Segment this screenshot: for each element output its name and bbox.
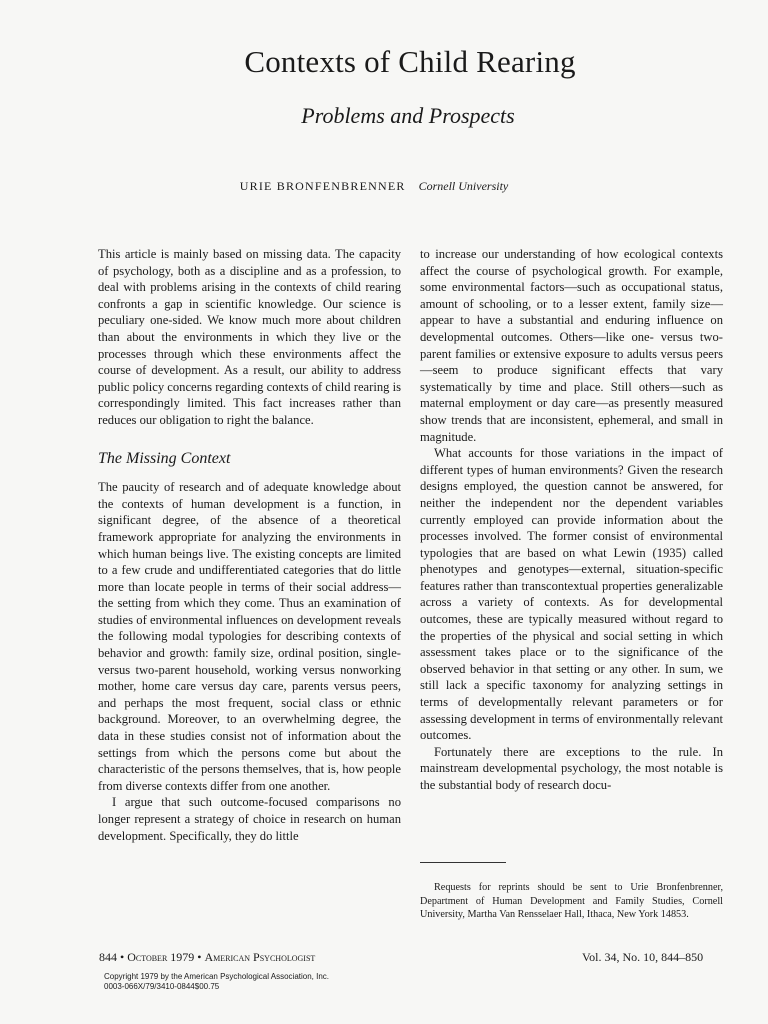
issue-date: October 1979 xyxy=(127,950,195,964)
footer-separator: • xyxy=(120,950,125,964)
running-footer xyxy=(99,950,315,965)
volume-info: Vol. 34, No. 10, 844–850 xyxy=(582,950,704,964)
footnote-text: Requests for reprints should be sent to Urie Bronfenbrenner, Department of Human Development and Family Studies, Cornell University, Martha Van Rensselaer Hall, Ithaca, New York 14853. xyxy=(420,882,723,921)
copyright-notice xyxy=(104,972,329,991)
byline xyxy=(0,179,748,194)
body-paragraph: What accounts for those variations in the impact of different types of human environments? Given the research designs employed, the question cannot be answered, for neither the independent nor the dependent variables currently employed can provide information about the processes involved. The former consist of environmental typologies that are based on what Lewin (1935) called phenotypes and genotypes—external, situation-specific features rather than transcontextual properties generalizable across a variety of contexts. As for developmental outcomes, these are typically measured without regard to the properties of the physical and social setting in which assessment takes place or to the significance of the observed behavior in that setting or any other. In sum, we still lack a specific taxonomy for analyzing settings in terms of developmentally relevant parameters or for assessing development in terms of environmentally relevant outcomes. xyxy=(420,446,723,743)
article-subtitle: Problems and Prospects xyxy=(301,103,515,128)
author-name: URIE BRONFENBRENNER xyxy=(239,179,406,193)
body-paragraph: I argue that such outcome-focused comparisons no longer represent a strategy of choice in research on human development. Specifically, they do little xyxy=(98,795,401,843)
author-affiliation: Cornell University xyxy=(418,179,509,193)
body-paragraph: Fortunately there are exceptions to the rule. In mainstream developmental psychology, the most notable is the substantial body of research docu- xyxy=(420,744,723,792)
body-paragraph: to increase our understanding of how ecological contexts affect the course of psychological growth. For example, some environmental factors—such as occupational status, amount of schooling, or to a lesser extent, family size—appear to have a substantial and enduring influence on developmental outcomes. Others—like one- versus two-parent families or extensive exposure to adults versus peers—seem to produce significant effects that vary systematically by time and place. Still others—such as maternal employment or day care—as presently measured show trends that are inconsistent, ephemeral, and small in magnitude. xyxy=(420,247,723,444)
issn-line: 0003-066X/79/3410-0844$00.75 xyxy=(104,981,220,991)
article-title: Contexts of Child Rearing xyxy=(244,44,576,79)
journal-name: American Psychologist xyxy=(204,950,316,964)
footer-separator: • xyxy=(197,950,202,964)
body-paragraph: The paucity of research and of adequate knowledge about the contexts of human development is a function, in significant degree, of the absence of a theoretical framework appropriate for analyzing the environments in which human beings live. The existing concepts are limited to a few crude and undifferentiated categories that do little more than locate people in terms of their social address—the setting from which they come. Thus an examination of studies of environmental influences on development reveals the following modal typologies for describing contexts of behavior and growth: family size, ordinal position, single- versus two-parent household, working versus nonworking mother, home care versus day care, parents versus peers, and perhaps the most frequent, social class or ethnic background. Moreover, to an overwhelming degree, the data in these studies consist not of information about the settings from which the persons come but about the characteristic of the persons themselves, that is, how people from diverse contexts differ from one another. xyxy=(98,480,401,793)
section-heading: The Missing Context xyxy=(98,449,231,467)
footnote xyxy=(420,881,723,922)
footnote-divider xyxy=(420,862,506,863)
abstract-paragraph: This article is mainly based on missing data. The capacity of psychology, both as a discipline and as a profession, to deal with problems arising in the contexts of child rearing confronts a gap in scientific knowledge. Our science is peculiary one-sided. We know much more about children than about the environments in which they live or the processes through which these environments affect the course of development. As a result, our ability to address public policy concerns regarding contexts of child rearing is correspondingly limited. This fact increases rather than reduces our obligation to right the balance. xyxy=(98,247,401,427)
right-column xyxy=(420,246,723,794)
left-column xyxy=(98,246,401,844)
page-number: 844 xyxy=(99,950,117,964)
copyright-line: Copyright 1979 by the American Psychological Association, Inc. xyxy=(104,972,330,981)
